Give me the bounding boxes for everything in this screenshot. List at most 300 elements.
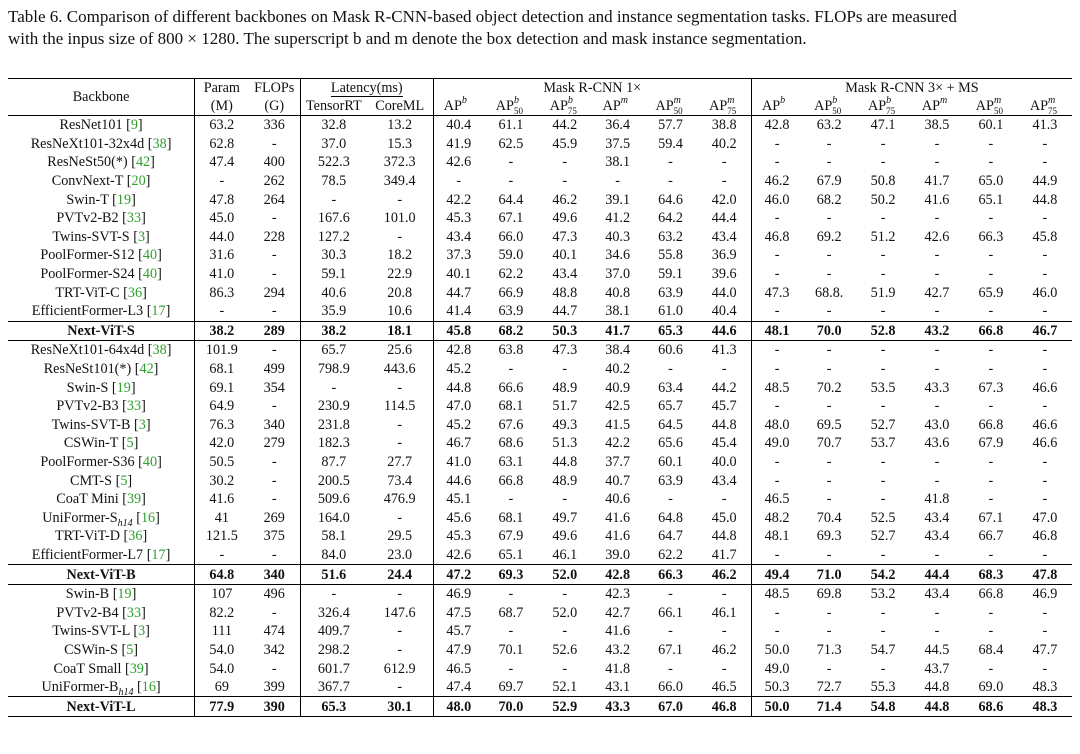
cell: - (934, 247, 940, 264)
cell: 42.0 (209, 435, 235, 452)
cell: - (1042, 266, 1048, 283)
cell: - (1042, 491, 1048, 508)
cell: - (1042, 247, 1048, 264)
cell: 72.7 (816, 679, 842, 696)
cell: 44.8 (910, 697, 964, 717)
backbone-name: CoaT Small [39] (8, 659, 195, 678)
cell: 65.1 (498, 546, 524, 563)
cell: 399 (249, 678, 301, 697)
table-row (8, 622, 1072, 641)
cell: 40.6 (605, 491, 631, 508)
cell: 474 (249, 622, 301, 641)
cell: 44.0 (209, 228, 235, 245)
cell: 279 (249, 434, 301, 453)
cell: 84.0 (321, 546, 347, 563)
cell: 354 (249, 378, 301, 397)
cell: 228 (249, 228, 301, 247)
citation-link[interactable]: 36 (128, 528, 143, 545)
cell: 47.4 (446, 679, 472, 696)
cell: 38.1 (605, 303, 631, 320)
header-ap-2-5: AP m 75 (1029, 95, 1057, 116)
cell: 45.2 (446, 416, 472, 433)
cell: 44.2 (538, 116, 592, 135)
cell: 63.2 (195, 116, 249, 135)
cell: 42.2 (605, 435, 631, 452)
cell: 54.2 (856, 565, 910, 585)
cell: 64.4 (498, 191, 524, 208)
cell: - (826, 660, 832, 677)
cell: 60.1 (964, 116, 1018, 135)
cell: - (219, 546, 225, 563)
cell: 45.8 (433, 321, 484, 341)
cell: 50.3 (764, 679, 790, 696)
cell: 52.9 (538, 697, 592, 717)
cell: 40.4 (697, 302, 751, 321)
citation-link[interactable]: 39 (129, 660, 144, 677)
cell: 18.2 (367, 246, 433, 265)
cell: 45.3 (446, 528, 472, 545)
cell: 43.2 (910, 321, 964, 341)
citation-link[interactable]: 3 (138, 623, 146, 640)
cell: 68.4 (978, 641, 1004, 658)
citation-link[interactable]: 39 (126, 491, 142, 508)
backbone-name: PVTv2-B4 [33] (8, 603, 195, 622)
header-backbone: Backbone (8, 79, 195, 116)
cell: - (774, 604, 780, 621)
cell: 42.8 (751, 116, 802, 135)
cell: 44.8 (697, 527, 751, 546)
caption-line-2: with the inpus size of 800 × 1280. The superscript b and m denote the box detection and mask instance segmentation. (8, 29, 807, 48)
cell: 47.9 (446, 641, 472, 658)
cell: 53.2 (856, 584, 910, 603)
table-row (8, 434, 1072, 453)
cell: 66.6 (498, 379, 524, 396)
cell: 66.8 (964, 321, 1018, 341)
cell: 49.4 (751, 565, 802, 585)
cell: 50.0 (764, 641, 790, 658)
cell: 443.6 (367, 360, 433, 379)
cell: - (367, 434, 433, 453)
backbone-name: Twins-SVT-B [3] (8, 416, 195, 435)
header-ap-2-1: AP b 50 (814, 95, 842, 116)
table-row (8, 678, 1072, 697)
cell: - (367, 228, 433, 247)
cell: - (934, 623, 940, 640)
cell: 43.2 (605, 641, 631, 658)
backbone-name: UniFormer-$S_{h14}$ [16] (8, 508, 195, 527)
cell: - (826, 472, 832, 489)
cell: 34.6 (605, 247, 631, 264)
cell: 51.2 (870, 228, 896, 245)
cell: 40.3 (605, 228, 631, 245)
cell: 46.2 (697, 641, 751, 660)
cell: 67.9 (978, 435, 1004, 452)
cell: 38.2 (195, 321, 249, 341)
header-ap-2-3: AP m (921, 95, 948, 114)
cell: - (751, 341, 802, 360)
header-tensorrt: TensorRT (305, 98, 362, 114)
cell: 65.3 (644, 321, 698, 341)
cell: 40.9 (605, 379, 631, 396)
citation-link[interactable]: 16 (141, 679, 156, 696)
cell: 54.8 (856, 697, 910, 717)
citation-link[interactable]: 5 (120, 472, 128, 489)
cell: 43.4 (552, 266, 578, 283)
cell: 57.7 (644, 116, 698, 135)
cell: - (988, 472, 994, 489)
cell: 41.6 (605, 528, 631, 545)
cell: 68.2 (484, 321, 538, 341)
cell: 63.2 (802, 116, 856, 135)
backbone-name: Swin-S [19] (8, 378, 195, 397)
cell: - (668, 491, 673, 508)
table-row-ours (8, 697, 1072, 717)
cell: 66.3 (644, 565, 698, 585)
cell: 43.3 (592, 697, 644, 717)
cell: 68.1 (498, 509, 524, 526)
cell: 10.6 (367, 302, 433, 321)
cell: 70.1 (498, 641, 524, 658)
cell: - (562, 623, 568, 640)
cell: - (826, 604, 832, 621)
cell: - (508, 491, 514, 508)
cell: 64.7 (658, 528, 683, 545)
table-row (8, 153, 1072, 172)
citation-link[interactable]: 5 (126, 435, 134, 452)
cell: 66.8 (978, 416, 1004, 433)
cell: 522.3 (317, 154, 350, 171)
cell: - (774, 266, 780, 283)
cell: - (249, 603, 301, 622)
cell: - (331, 379, 337, 396)
header-group-3x: Mask R-CNN 3× + MS (751, 79, 1072, 98)
cell: 70.0 (802, 321, 856, 341)
cell: 43.4 (697, 471, 751, 490)
cell: - (219, 303, 225, 320)
cell: 46.6 (1032, 379, 1058, 396)
citation-link[interactable]: 16 (140, 509, 156, 526)
cell: - (988, 491, 994, 508)
cell: 76.3 (209, 416, 235, 433)
cell: 45.6 (446, 509, 472, 526)
cell: - (988, 660, 994, 677)
cell: - (988, 210, 994, 227)
cell: 59.1 (321, 266, 347, 283)
cell: 41.6 (605, 623, 631, 640)
cell: 52.7 (870, 528, 896, 545)
header-param: Param (195, 79, 249, 98)
cell: 49.3 (552, 416, 578, 433)
backbone-name: CSWin-T [5] (8, 434, 195, 453)
table-row (8, 641, 1072, 660)
cell: 47.2 (433, 565, 484, 585)
table-row (8, 397, 1072, 416)
table-row (8, 135, 1072, 154)
cell: 54.0 (209, 660, 235, 677)
cell: - (880, 660, 886, 677)
cell: 22.9 (367, 265, 433, 284)
cell: 40.6 (321, 284, 347, 301)
cell: - (988, 154, 994, 171)
cell: 87.7 (321, 453, 347, 470)
cell: - (880, 472, 886, 489)
cell: 121.5 (205, 528, 238, 545)
cell: 41.9 (446, 135, 472, 152)
cell: 59.1 (658, 266, 683, 283)
cell: - (1042, 472, 1048, 489)
cell: - (934, 154, 940, 171)
cell: 42.6 (446, 154, 472, 171)
cell: 612.9 (367, 659, 433, 678)
citation-link[interactable]: 3 (138, 416, 146, 433)
table-row (8, 341, 1072, 360)
cell: - (367, 416, 433, 435)
cell: 44.4 (910, 565, 964, 585)
backbone-name: CMT-S [5] (8, 471, 195, 490)
citation-link[interactable]: 33 (126, 398, 142, 415)
citation-link[interactable]: 19 (116, 379, 131, 396)
cell: 44.0 (697, 283, 751, 302)
cell: - (484, 584, 538, 603)
cell: - (367, 622, 433, 641)
cell: 46.1 (697, 603, 751, 622)
cell: 264 (249, 190, 301, 209)
citation-link[interactable]: 17 (151, 546, 166, 563)
cell: - (988, 623, 994, 640)
cell: - (697, 659, 751, 678)
cell: 46.6 (1032, 435, 1058, 452)
cell: 44.8 (924, 679, 950, 696)
backbone-name: PVTv2-B2 [33] (8, 209, 195, 228)
table-row (8, 190, 1072, 209)
cell: - (880, 546, 886, 563)
cell: 77.9 (195, 697, 249, 717)
cell: 15.3 (367, 135, 433, 154)
header-flops: FLOPs (249, 79, 301, 98)
cell: 52.7 (870, 416, 896, 433)
cell: 46.5 (446, 660, 472, 677)
backbone-name: Twins-SVT-S [3] (8, 228, 195, 247)
cell: 27.7 (367, 453, 433, 472)
cell: 46.0 (764, 191, 790, 208)
citation-link[interactable]: 40 (142, 266, 158, 283)
cell: 50.5 (209, 453, 235, 470)
cell: 107 (195, 584, 249, 603)
cell: 298.2 (317, 641, 350, 658)
cell: 46.5 (764, 491, 790, 508)
cell: 46.7 (446, 435, 472, 452)
cell: 70.0 (484, 697, 538, 717)
cell: 67.1 (658, 641, 683, 658)
cell: 62.5 (498, 135, 524, 152)
cell: 46.5 (697, 678, 751, 697)
cell: 294 (249, 283, 301, 302)
header-ap-1-0: AP b (433, 97, 484, 116)
citation-link[interactable]: 9 (130, 117, 138, 134)
cell: 44.8 (1032, 191, 1058, 208)
cell: 66.9 (498, 284, 524, 301)
cell: 43.3 (924, 379, 950, 396)
cell: 48.5 (751, 584, 802, 603)
cell: - (538, 584, 592, 603)
cell: 82.2 (209, 604, 235, 621)
cell: - (774, 303, 780, 320)
cell: - (880, 135, 886, 152)
cell: 45.0 (209, 210, 235, 227)
cell: 38.4 (592, 341, 644, 360)
cell: - (934, 604, 940, 621)
backbone-name: Next-ViT-L (8, 697, 195, 717)
cell: 47.0 (446, 398, 472, 415)
cell: - (1042, 453, 1048, 470)
cell: 24.4 (367, 565, 433, 585)
cell: - (934, 453, 940, 470)
citation-link[interactable]: 19 (117, 586, 132, 603)
cell: 53.7 (870, 435, 896, 452)
header-ap-2-4: AP m 50 (975, 95, 1003, 116)
citation-link[interactable]: 38 (152, 342, 167, 359)
cell: 51.6 (300, 565, 366, 585)
cell: - (988, 303, 994, 320)
cell: - (880, 210, 886, 227)
cell: 62.8 (209, 135, 235, 152)
cell: - (934, 266, 940, 283)
cell: 68.6 (498, 435, 524, 452)
cell: - (367, 678, 433, 697)
citation-link[interactable]: 38 (152, 135, 167, 152)
cell: 46.2 (697, 565, 751, 585)
cell: 59.4 (658, 135, 683, 152)
backbone-name: ResNeSt101(*) [42] (8, 360, 195, 379)
cell: - (249, 453, 301, 472)
cell: 64.5 (658, 416, 683, 433)
citation-link[interactable]: 19 (116, 191, 132, 208)
cell: - (697, 172, 751, 191)
cell: 41.6 (924, 191, 950, 208)
cell: 326.4 (317, 604, 350, 621)
cell: 41.6 (209, 491, 235, 508)
citation-link[interactable]: 40 (142, 453, 158, 470)
cell: 37.0 (605, 266, 631, 283)
cell: - (988, 361, 994, 378)
cell: 61.0 (658, 303, 683, 320)
cell: 390 (249, 697, 301, 717)
cell: 164.0 (317, 509, 350, 526)
cell: - (826, 361, 832, 378)
cell: 45.0 (697, 508, 751, 527)
cell: - (1042, 660, 1048, 677)
cell: 798.9 (317, 361, 350, 378)
cell: - (644, 584, 698, 603)
cell: - (826, 210, 832, 227)
cell: - (988, 135, 994, 152)
cell: 114.5 (367, 397, 433, 416)
cell: - (826, 247, 832, 264)
cell: 48.9 (552, 472, 578, 489)
cell: 48.1 (764, 528, 790, 545)
cell: - (826, 491, 832, 508)
citation-link[interactable]: 36 (127, 284, 143, 301)
cell: 43.0 (924, 416, 950, 433)
cell: - (880, 361, 886, 378)
cell: 50.8 (870, 173, 896, 190)
table-row (8, 508, 1072, 527)
cell: 40.2 (697, 135, 751, 154)
cell: 200.5 (317, 472, 350, 489)
cell: 269 (249, 508, 301, 527)
cell: 44.6 (697, 321, 751, 341)
backbone-name: Swin-T [19] (8, 190, 195, 209)
cell: 67.9 (498, 528, 524, 545)
header-ap-1-3: AP m (602, 95, 628, 114)
citation-link[interactable]: 17 (151, 303, 166, 320)
backbone-name: Next-ViT-S (8, 321, 195, 341)
cell: - (856, 341, 910, 360)
cell: - (1042, 303, 1048, 320)
citation-link[interactable]: 33 (126, 604, 142, 621)
cell: 50.2 (870, 191, 896, 208)
cell: - (219, 173, 225, 190)
cell: 63.9 (658, 472, 683, 489)
cell: 40.2 (605, 361, 631, 378)
cell: - (774, 398, 780, 415)
cell: - (934, 472, 940, 489)
cell: 64.8 (195, 565, 249, 585)
cell: 44.8 (697, 416, 751, 435)
cell: 32.8 (300, 116, 366, 135)
cell: - (774, 361, 780, 378)
cell: 43.4 (910, 584, 964, 603)
cell: 49.7 (552, 509, 578, 526)
cell: - (934, 398, 940, 415)
citation-link[interactable]: 3 (137, 228, 146, 245)
cell: 64.9 (209, 398, 235, 415)
cell: 66.8 (964, 584, 1018, 603)
cell: 47.3 (538, 341, 592, 360)
cell: 342 (249, 641, 301, 660)
citation-link[interactable]: 42 (139, 361, 154, 378)
citation-link[interactable]: 33 (126, 210, 142, 227)
header-ap-2-0: AP b (751, 97, 802, 116)
citation-link[interactable]: 40 (142, 247, 158, 264)
citation-link[interactable]: 20 (131, 173, 146, 190)
cell: 42.2 (446, 191, 472, 208)
cell: 52.0 (552, 604, 578, 621)
table-row (8, 453, 1072, 472)
cell: 101.9 (195, 341, 249, 360)
cell: - (697, 584, 751, 603)
cell: 41.7 (592, 321, 644, 341)
cell: 41.3 (697, 341, 751, 360)
cell: - (802, 341, 856, 360)
citation-link[interactable]: 5 (126, 641, 134, 658)
cell: - (331, 191, 337, 208)
cell: - (249, 397, 301, 416)
cell: 69.0 (978, 679, 1004, 696)
cell: 41.5 (605, 416, 631, 433)
cell: - (774, 453, 780, 470)
cell: - (1042, 361, 1048, 378)
cell: 48.1 (751, 321, 802, 341)
cell: - (615, 173, 621, 190)
cell: - (826, 546, 832, 563)
cell: 65.6 (658, 435, 683, 452)
cell: - (249, 265, 301, 284)
citation-link[interactable]: 42 (135, 154, 151, 171)
header-coreml: CoreML (367, 97, 433, 116)
table-row (8, 116, 1072, 135)
cell: - (880, 453, 886, 470)
